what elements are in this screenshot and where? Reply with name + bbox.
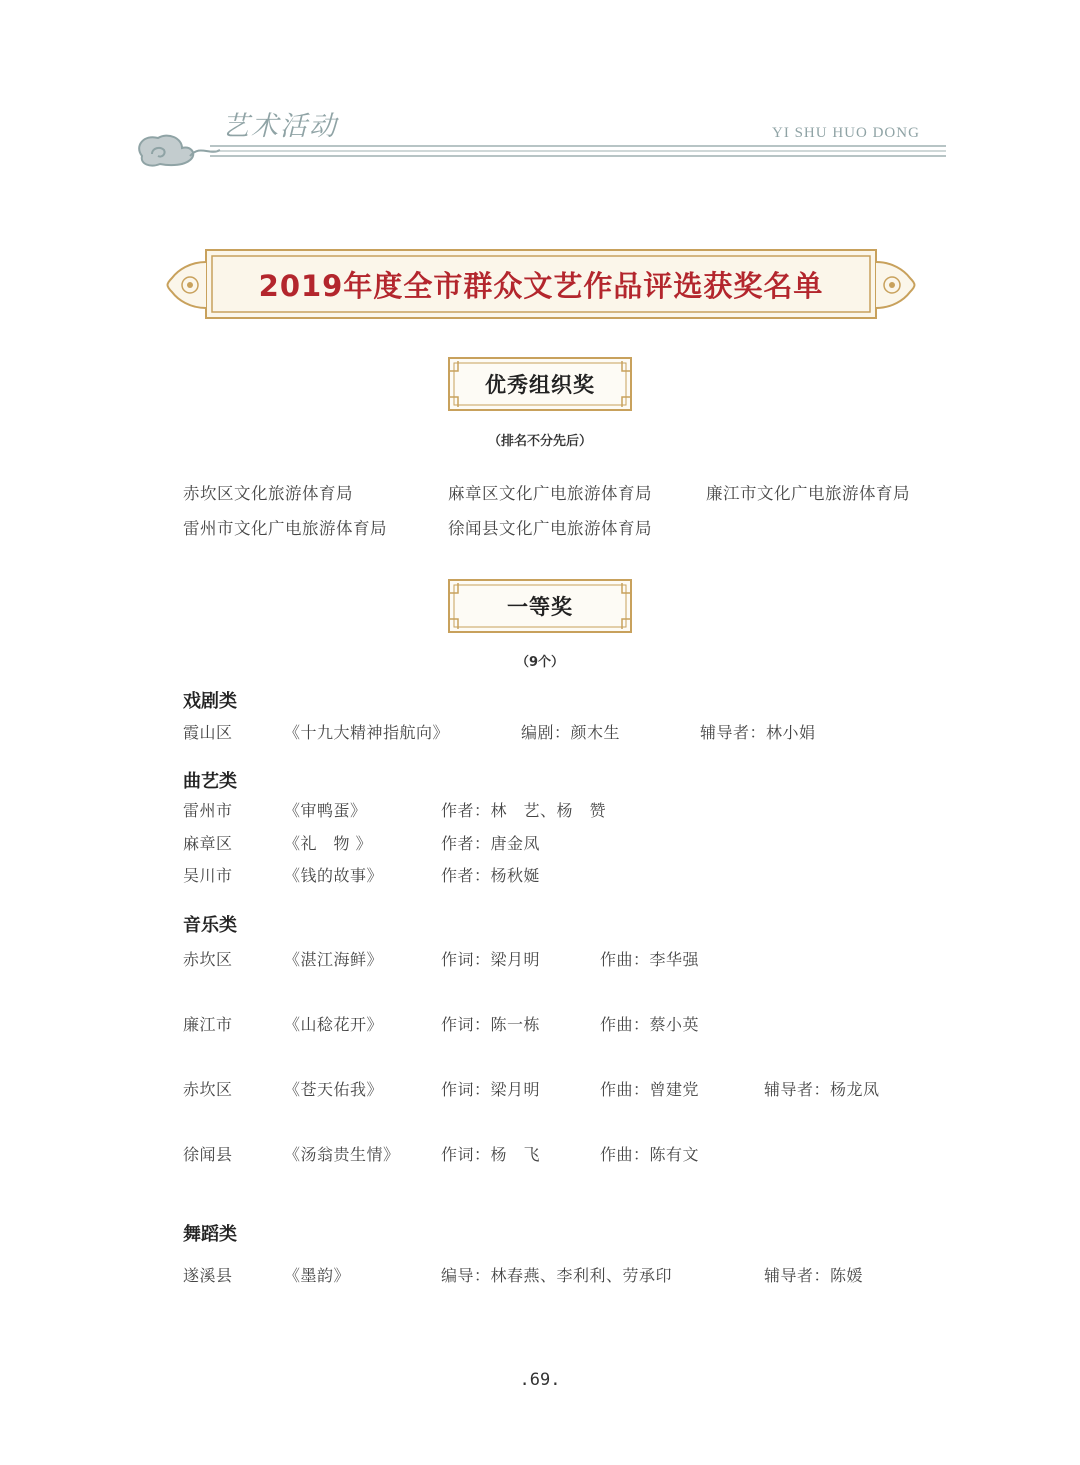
section-excellent-org [448, 357, 632, 411]
category-dance: 舞蹈类 [183, 1224, 237, 1245]
org-item: 麻章区文化广电旅游体育局 [448, 484, 652, 503]
row-credit: 编导：林春燕、李利利、劳承印 [441, 1266, 673, 1285]
row-credit: 作曲：李华强 [600, 950, 700, 969]
row-region: 吴川市 [183, 866, 233, 885]
row-credit: 作词：梁月明 [441, 1080, 541, 1099]
row-credit: 作曲：蔡小英 [600, 1015, 700, 1034]
row-work: 《湛江海鲜》 [284, 950, 384, 969]
row-region: 徐闻县 [183, 1145, 233, 1164]
org-item: 赤坎区文化旅游体育局 [183, 484, 353, 503]
row-credit: 编剧：颜木生 [521, 723, 621, 742]
row-credit: 辅导者：杨龙凤 [764, 1080, 880, 1099]
row-work: 《审鸭蛋》 [284, 801, 367, 820]
row-region: 赤坎区 [183, 950, 233, 969]
category-drama: 戏剧类 [183, 691, 237, 712]
section-heading: 优秀组织奖 [485, 373, 595, 397]
row-work: 《墨韵》 [284, 1266, 351, 1285]
row-credit: 作曲：曾建党 [600, 1080, 700, 1099]
row-region: 麻章区 [183, 834, 233, 853]
row-credit: 辅导者：陈媛 [764, 1266, 864, 1285]
category-quyi: 曲艺类 [183, 771, 237, 792]
page-number: .69. [519, 1370, 561, 1390]
row-region: 廉江市 [183, 1015, 233, 1034]
row-region: 霞山区 [183, 723, 233, 742]
org-item: 廉江市文化广电旅游体育局 [706, 484, 910, 503]
row-work: 《钱的故事》 [284, 866, 384, 885]
org-item: 徐闻县文化广电旅游体育局 [448, 519, 652, 538]
header-section-cn: 艺术活动 [222, 111, 338, 142]
row-work: 《山稔花开》 [284, 1015, 384, 1034]
section-first-prize [448, 579, 632, 633]
row-region: 雷州市 [183, 801, 233, 820]
row-work: 《礼 物 》 [284, 834, 373, 853]
row-credit: 作词：梁月明 [441, 950, 541, 969]
row-credit: 作者：杨秋娫 [441, 866, 541, 885]
row-region: 遂溪县 [183, 1266, 233, 1285]
row-credit: 辅导者：林小娟 [700, 723, 816, 742]
section-note: （排名不分先后） [487, 434, 592, 449]
row-credit: 作者：唐金凤 [441, 834, 541, 853]
header-section-en: YI SHU HUO DONG [772, 125, 920, 141]
row-credit: 作者：林 艺、杨 赞 [441, 801, 607, 820]
row-work: 《十九大精神指航向》 [284, 723, 450, 742]
page-title: 2019年度全市群众文艺作品评选获奖名单 [258, 268, 824, 303]
row-credit: 作词：陈一栋 [441, 1015, 541, 1034]
section-count: （9个） [515, 655, 565, 670]
org-item: 雷州市文化广电旅游体育局 [183, 519, 387, 538]
section-heading: 一等奖 [507, 595, 573, 619]
title-banner [160, 248, 922, 320]
row-credit: 作曲：陈有文 [600, 1145, 700, 1164]
row-work: 《苍天佑我》 [284, 1080, 384, 1099]
row-credit: 作词：杨 飞 [441, 1145, 541, 1164]
row-region: 赤坎区 [183, 1080, 233, 1099]
row-work: 《汤翁贵生情》 [284, 1145, 400, 1164]
category-music: 音乐类 [183, 915, 237, 936]
